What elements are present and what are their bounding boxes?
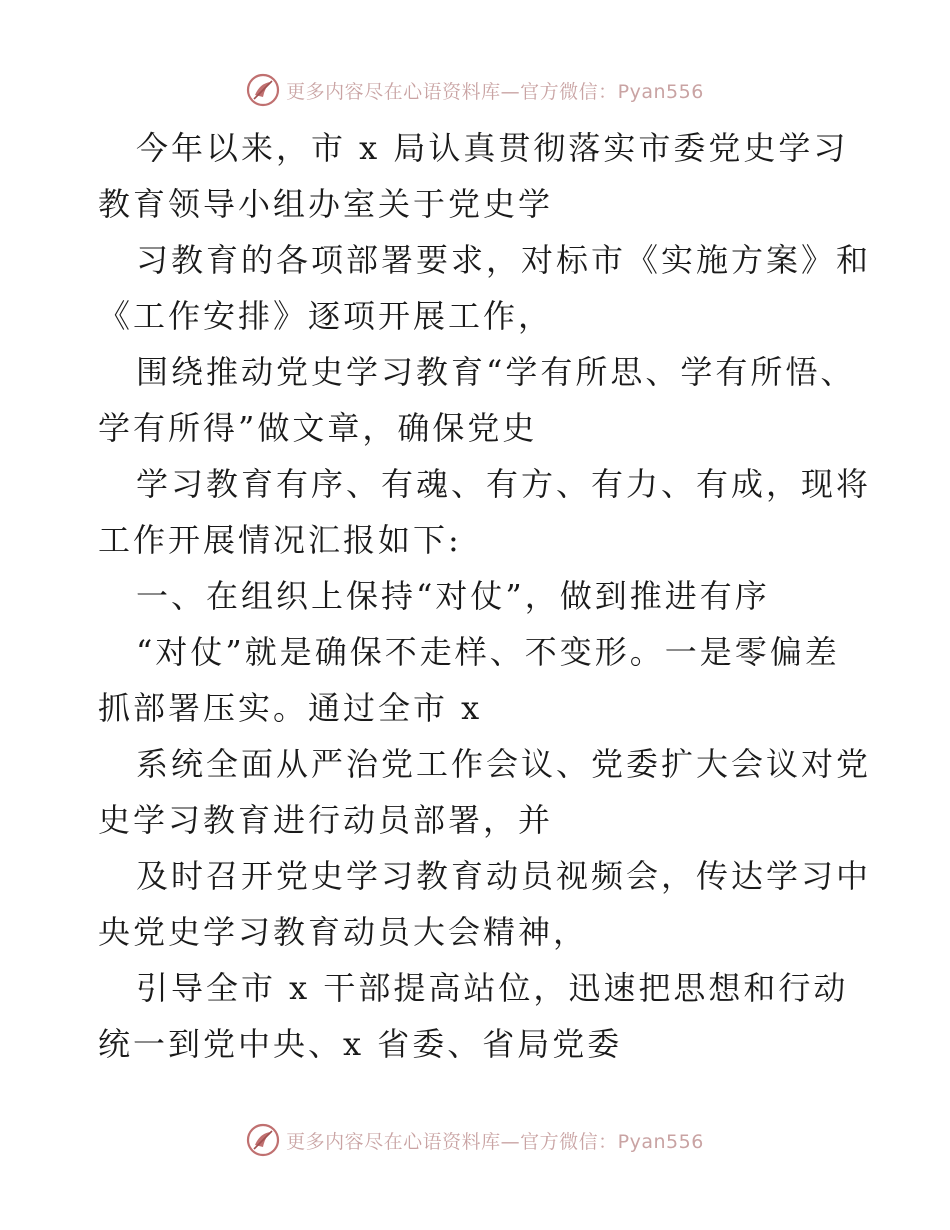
watermark-logo-icon xyxy=(246,1123,280,1157)
text-line: 央党史学习教育动员大会精神， xyxy=(98,913,589,951)
text-line: 引导全市 x 干部提高站位，迅速把思想和行动 xyxy=(136,969,849,1007)
text-line: 《工作安排》逐项开展工作， xyxy=(98,297,554,335)
text-line: 学有所得”做文章，确保党史 xyxy=(98,409,538,447)
text-line: 学习教育有序、有魂、有方、有力、有成，现将 xyxy=(136,465,872,503)
text-line: “对仗”就是确保不走样、不变形。一是零偏差 xyxy=(136,633,840,671)
text-line: 史学习教育进行动员部署，并 xyxy=(98,801,554,839)
text-line: 教育领导小组办室关于党史学 xyxy=(98,185,554,223)
watermark-text: 更多内容尽在心语资料库—官方微信：Pyan556 xyxy=(286,1130,704,1153)
text-line: 围绕推动党史学习教育“学有所思、学有所悟、 xyxy=(136,353,856,391)
document-body xyxy=(98,120,872,1072)
text-line: 工作开展情况汇报如下: xyxy=(98,521,462,559)
watermark-logo-icon xyxy=(246,73,280,107)
text-line: 习教育的各项部署要求，对标市《实施方案》和 xyxy=(136,241,872,279)
text-line: 一、在组织上保持“对仗”，做到推进有序 xyxy=(136,577,770,615)
watermark-text: 更多内容尽在心语资料库—官方微信：Pyan556 xyxy=(286,80,704,103)
text-line: 今年以来，市 x 局认真贯彻落实市委党史学习 xyxy=(136,129,849,167)
watermark-header xyxy=(0,70,950,110)
watermark-footer xyxy=(0,1120,950,1160)
text-line: 统一到党中央、x 省委、省局党委 xyxy=(98,1025,623,1063)
text-line: 系统全面从严治党工作会议、党委扩大会议对党 xyxy=(136,745,872,783)
text-line: 抓部署压实。通过全市 x xyxy=(98,689,483,727)
text-line: 及时召开党史学习教育动员视频会，传达学习中 xyxy=(136,857,872,895)
